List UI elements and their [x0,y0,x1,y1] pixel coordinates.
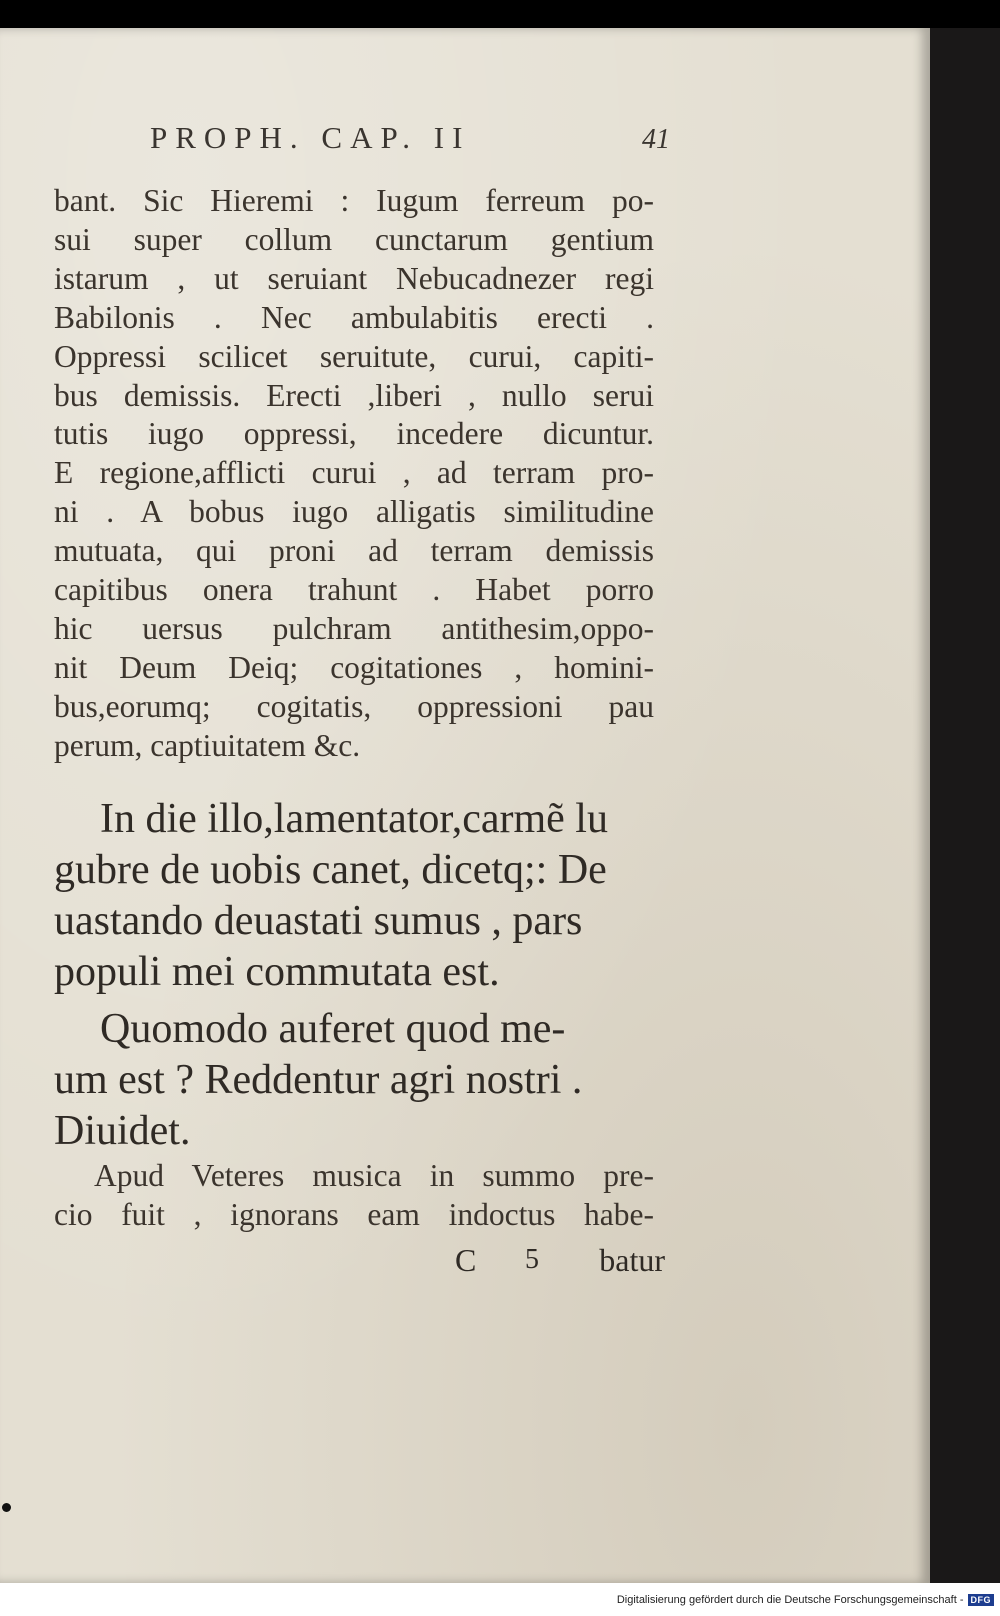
text-line: bus demissis. Erecti ,liberi , nullo serui [54,377,654,413]
text-line: nit Deum Deiq; cogitationes , homini- [54,649,654,685]
text-line: Oppressi scilicet seruitute, curui, capiti- [54,338,654,374]
scripture-line: uastando deuastati sumus , pars [54,897,583,944]
text-line: hic uersus pulchram antithesim,oppo- [54,610,654,646]
text-line: capitibus onera trahunt . Habet porro [54,572,654,608]
main-text [54,182,654,1234]
text-line: Babilonis . Nec ambulabitis erecti . [54,299,654,335]
signature-mark: C [455,1242,477,1278]
credit-text: Digitalisierung gefördert durch die Deutsche Forschungsgemeinschaft - [616,1594,964,1606]
text-line: cio fuit , ignorans eam indoctus habe- [54,1196,654,1232]
text-line: sui super collum cunctarum gentium [54,221,654,257]
spacer [54,766,654,794]
commentary-block-2 [54,1157,654,1235]
digitization-credit [617,1590,994,1610]
text-line: perum, captiuitatem &c. [54,727,361,763]
text-line: bus,eorumq; cogitatis, oppressioni pau [54,688,654,724]
scripture-line: populi mei commutata est. [54,948,500,995]
signature-number: 5 [525,1244,539,1275]
dfg-logo-icon: DFG [968,1594,995,1606]
catchline [455,1242,665,1282]
running-header [150,120,670,164]
running-title: PROPH. CAP. II [150,120,471,155]
text-line: istarum , ut seruiant Nebucadnezer regi [54,260,654,296]
text-line: bant. Sic Hieremi : Iugum ferreum po- [54,183,654,218]
scripture-line: In die illo,lamentator,carmẽ lu [100,795,608,842]
commentary-block-1 [54,182,654,766]
text-line: Apud Veteres musica in summo pre- [94,1157,654,1193]
text-line: ni . A bobus iugo alligatis similitudine [54,494,654,530]
scripture-block-2 [54,1004,654,1157]
scripture-line: um est ? Reddentur agri nostri . [54,1056,583,1103]
scripture-line: Diuidet. [54,1107,191,1154]
page-number: 41 [642,124,670,155]
scripture-line: Quomodo auferet quod me- [100,1005,566,1052]
book-edge [930,28,1000,1583]
text-line: tutis iugo oppressi, incedere dicuntur. [54,416,654,452]
text-line: mutuata, qui proni ad terram demissis [54,533,654,569]
catchword: batur [599,1242,665,1278]
scripture-line: gubre de uobis canet, dicetq;: De [54,846,607,893]
scripture-block-1 [54,794,654,998]
text-line: E regione,afflicti curui , ad terram pro- [54,455,654,491]
scan-mark [2,1503,11,1512]
